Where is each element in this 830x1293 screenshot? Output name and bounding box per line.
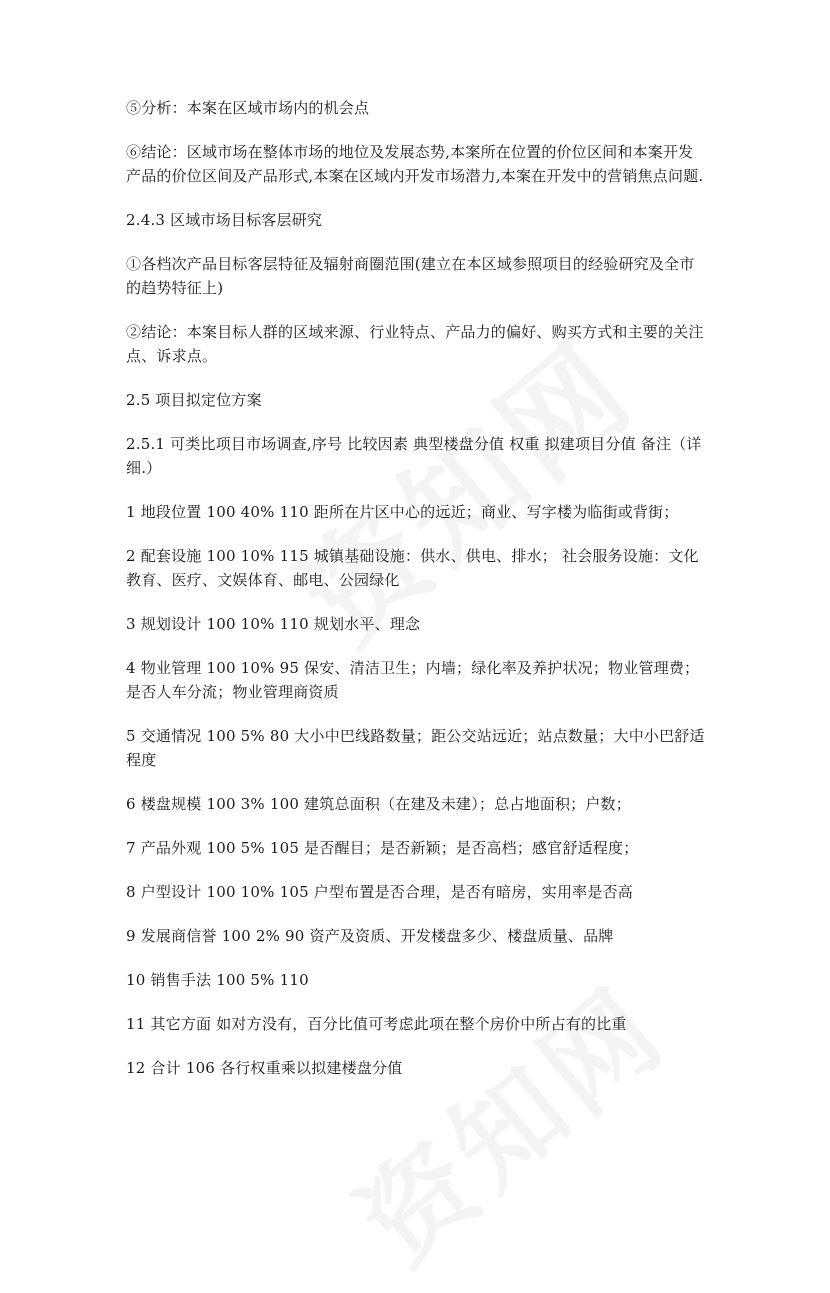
paragraph-target-customer: ①各档次产品目标客层特征及辐射商圈范围(建立在本区域参照项目的经验研究及全市的趋势特征上) — [126, 255, 695, 297]
comparison-row: 5 交通情况 100 5% 80 大小中巴线路数量；距公交站远近；站点数量；大中小巴舒适程度 — [126, 727, 705, 769]
section-heading-2-5: 2.5 项目拟定位方案 — [126, 391, 262, 409]
section-heading-2-5-1: 2.5.1 可类比项目市场调查,序号 比较因素 典型楼盘分值 权重 拟建项目分值 备注（详细.） — [126, 435, 702, 477]
comparison-row: 4 物业管理 100 10% 95 保安、清洁卫生；内墙；绿化率及养护状况；物业管理费；是否人车分流；物业管理商资质 — [126, 659, 700, 701]
section-heading-2-4-3: 2.4.3 区域市场目标客层研究 — [126, 211, 323, 229]
comparison-row: 11 其它方面 如对方没有，百分比值可考虑此项在整个房价中所占有的比重 — [126, 1015, 627, 1033]
comparison-row: 9 发展商信誉 100 2% 90 资产及资质、开发楼盘多少、楼盘质量、品牌 — [126, 927, 614, 945]
comparison-row: 6 楼盘规模 100 3% 100 建筑总面积（在建及未建）；总占地面积；户数； — [126, 795, 631, 813]
comparison-row: 1 地段位置 100 40% 110 距所在片区中心的远近；商业、写字楼为临街或背街； — [126, 503, 679, 521]
comparison-row: 8 户型设计 100 10% 105 户型布置是否合理，是否有暗房，实用率是否高 — [126, 883, 633, 901]
comparison-row: 10 销售手法 100 5% 110 — [126, 971, 309, 989]
comparison-row: 3 规划设计 100 10% 110 规划水平、理念 — [126, 615, 421, 633]
paragraph-conclusion: ⑥结论：区域市场在整体市场的地位及发展态势,本案所在位置的价位区间和本案开发产品的价位区间及产品形式,本案在区域内开发市场潜力,本案在开发中的营销焦点问题. — [126, 143, 704, 185]
comparison-total-row: 12 合计 106 各行权重乘以拟建楼盘分值 — [126, 1059, 403, 1077]
paragraph-target-conclusion: ②结论：本案目标人群的区域来源、行业特点、产品力的偏好、购买方式和主要的关注点、诉求点。 — [126, 323, 704, 365]
comparison-row: 7 产品外观 100 5% 105 是否醒目；是否新颖；是否高档；感官舒适程度； — [126, 839, 639, 857]
document-body — [126, 96, 706, 1100]
comparison-row: 2 配套设施 100 10% 115 城镇基础设施：供水、供电、排水； 社会服务设施：文化教育、医疗、文娱体育、邮电、公园绿化 — [126, 547, 699, 589]
paragraph-analysis: ⑤分析：本案在区域市场内的机会点 — [126, 99, 370, 117]
